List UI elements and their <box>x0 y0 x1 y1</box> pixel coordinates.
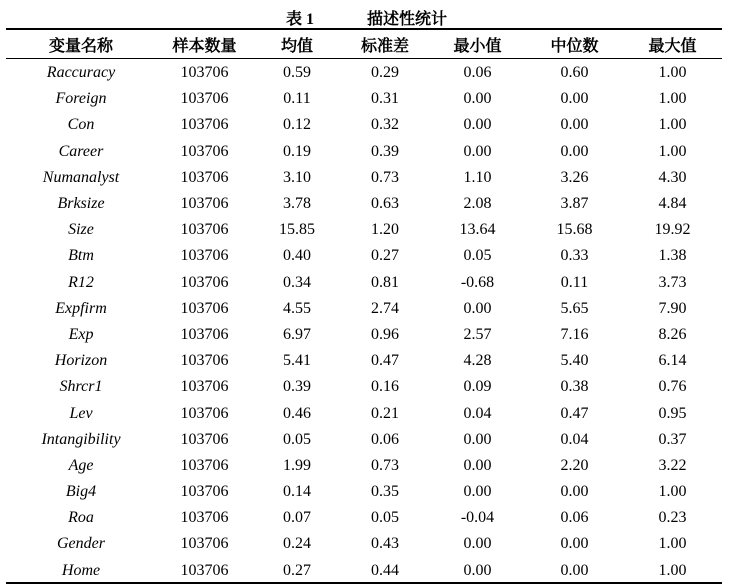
cell-max: 19.92 <box>654 221 691 239</box>
cell-max: 3.22 <box>658 456 687 474</box>
cell-min: 0.04 <box>463 404 492 422</box>
cell-std-dev: 0.05 <box>371 509 399 527</box>
cell-variable: Brksize <box>57 195 105 213</box>
cell-max: 6.14 <box>658 352 687 370</box>
cell-median: 0.04 <box>560 430 589 448</box>
cell-min: 0.00 <box>463 142 492 160</box>
cell-mean: 3.78 <box>283 195 311 213</box>
cell-min: 0.06 <box>463 64 492 82</box>
cell-std-dev: 0.44 <box>371 561 399 579</box>
cell-min: 0.00 <box>463 456 492 474</box>
cell-variable: Lev <box>69 404 93 422</box>
table-row <box>6 112 722 138</box>
cell-median: 0.06 <box>560 509 589 527</box>
table-row <box>6 531 722 557</box>
cell-sample-size: 103706 <box>180 325 229 343</box>
table-title: 描述性统计 <box>367 11 448 28</box>
cell-min: 0.00 <box>463 535 492 553</box>
table-row <box>6 296 722 322</box>
cell-median: 3.87 <box>560 195 589 213</box>
cell-variable: Numanalyst <box>42 168 120 186</box>
cell-std-dev: 0.21 <box>371 404 399 422</box>
cell-variable: Horizon <box>54 352 108 370</box>
cell-sample-size: 103706 <box>180 116 229 134</box>
table-row <box>6 505 722 531</box>
cell-std-dev: 0.73 <box>371 168 399 186</box>
table-row <box>6 139 722 165</box>
cell-mean: 1.99 <box>283 456 311 474</box>
cell-mean: 3.10 <box>283 168 311 186</box>
cell-max: 0.95 <box>658 404 687 422</box>
cell-variable: Shrcr1 <box>59 378 103 396</box>
cell-std-dev: 0.31 <box>371 90 399 108</box>
table-body <box>6 60 722 584</box>
header-row <box>6 30 722 58</box>
cell-variable: R12 <box>68 273 94 291</box>
cell-median: 0.33 <box>560 247 589 265</box>
cell-median: 3.26 <box>560 168 589 186</box>
column-header-median: 中位数 <box>550 37 599 55</box>
cell-variable: Big4 <box>65 483 97 501</box>
cell-sample-size: 103706 <box>180 378 229 396</box>
table-row <box>6 427 722 453</box>
cell-variable: Exp <box>68 325 94 343</box>
cell-max: 1.00 <box>658 483 687 501</box>
cell-sample-size: 103706 <box>180 352 229 370</box>
table-row <box>6 217 722 243</box>
cell-min: 4.28 <box>463 352 492 370</box>
table-row <box>6 322 722 348</box>
cell-sample-size: 103706 <box>180 247 229 265</box>
cell-sample-size: 103706 <box>180 561 229 579</box>
cell-median: 0.60 <box>560 64 589 82</box>
cell-sample-size: 103706 <box>180 430 229 448</box>
cell-std-dev: 0.35 <box>371 483 399 501</box>
cell-std-dev: 2.74 <box>371 299 399 317</box>
table-row <box>6 374 722 400</box>
cell-variable: Con <box>67 116 95 134</box>
cell-max: 4.30 <box>658 168 687 186</box>
table-row <box>6 558 722 584</box>
cell-median: 2.20 <box>560 456 589 474</box>
column-header-std-dev: 标准差 <box>360 37 409 55</box>
cell-max: 1.00 <box>658 64 687 82</box>
table-label: 表 1 <box>286 11 315 28</box>
cell-max: 1.00 <box>658 142 687 160</box>
cell-mean: 0.27 <box>283 561 311 579</box>
cell-sample-size: 103706 <box>180 273 229 291</box>
cell-max: 0.37 <box>658 430 687 448</box>
cell-std-dev: 0.16 <box>371 378 399 396</box>
cell-min: 0.00 <box>463 483 492 501</box>
cell-variable: Foreign <box>55 90 107 108</box>
cell-median: 5.65 <box>560 299 589 317</box>
cell-median: 15.68 <box>556 221 593 239</box>
cell-max: 7.90 <box>658 299 687 317</box>
cell-sample-size: 103706 <box>180 404 229 422</box>
cell-std-dev: 0.32 <box>371 116 399 134</box>
table-row <box>6 453 722 479</box>
cell-min: 0.00 <box>463 90 492 108</box>
cell-std-dev: 0.39 <box>371 142 399 160</box>
cell-variable: Roa <box>68 509 94 527</box>
cell-std-dev: 1.20 <box>371 221 399 239</box>
cell-variable: Age <box>68 456 94 474</box>
cell-mean: 15.85 <box>279 221 315 239</box>
cell-mean: 0.46 <box>283 404 311 422</box>
cell-min: -0.68 <box>460 273 495 291</box>
cell-sample-size: 103706 <box>180 221 229 239</box>
cell-median: 0.11 <box>560 273 589 291</box>
cell-variable: Size <box>68 221 94 239</box>
column-header-variable: 变量名称 <box>48 37 113 55</box>
cell-mean: 0.59 <box>283 64 311 82</box>
cell-sample-size: 103706 <box>180 64 229 82</box>
table-row <box>6 479 722 505</box>
cell-variable: Intangibility <box>41 430 121 448</box>
cell-min: 0.09 <box>463 378 492 396</box>
cell-std-dev: 0.63 <box>371 195 399 213</box>
cell-mean: 0.11 <box>283 90 311 108</box>
cell-min: 0.00 <box>463 430 492 448</box>
cell-std-dev: 0.81 <box>371 273 399 291</box>
cell-median: 0.47 <box>560 404 589 422</box>
cell-min: 0.00 <box>463 116 492 134</box>
cell-min: 0.05 <box>463 247 492 265</box>
cell-median: 0.00 <box>560 483 589 501</box>
cell-max: 1.38 <box>658 247 687 265</box>
cell-sample-size: 103706 <box>180 168 229 186</box>
cell-median: 5.40 <box>560 352 589 370</box>
table-row <box>6 243 722 269</box>
cell-mean: 0.05 <box>283 430 311 448</box>
cell-mean: 0.39 <box>283 378 311 396</box>
cell-sample-size: 103706 <box>180 509 229 527</box>
cell-mean: 4.55 <box>283 299 311 317</box>
cell-median: 0.00 <box>560 535 589 553</box>
cell-max: 8.26 <box>658 325 687 343</box>
column-header-max: 最大值 <box>648 37 697 55</box>
cell-median: 0.38 <box>560 378 589 396</box>
cell-max: 1.00 <box>658 116 687 134</box>
cell-max: 1.00 <box>658 535 687 553</box>
cell-mean: 0.34 <box>283 273 311 291</box>
cell-max: 1.00 <box>658 561 687 579</box>
cell-mean: 0.12 <box>283 116 311 134</box>
cell-sample-size: 103706 <box>180 142 229 160</box>
table-row <box>6 270 722 296</box>
table-row <box>6 60 722 86</box>
cell-median: 0.00 <box>560 90 589 108</box>
cell-min: 1.10 <box>463 168 492 186</box>
descriptive-statistics-table <box>6 30 722 584</box>
cell-std-dev: 0.47 <box>371 352 399 370</box>
cell-max: 1.00 <box>658 90 687 108</box>
cell-median: 0.00 <box>560 116 589 134</box>
cell-mean: 0.24 <box>283 535 311 553</box>
cell-max: 4.84 <box>658 195 687 213</box>
cell-sample-size: 103706 <box>180 535 229 553</box>
cell-mean: 0.40 <box>283 247 311 265</box>
cell-min: 13.64 <box>459 221 496 239</box>
cell-mean: 0.19 <box>283 142 311 160</box>
table-caption <box>0 6 730 28</box>
table-row <box>6 191 722 217</box>
cell-mean: 5.41 <box>283 352 311 370</box>
cell-sample-size: 103706 <box>180 195 229 213</box>
cell-median: 0.00 <box>560 142 589 160</box>
cell-sample-size: 103706 <box>180 483 229 501</box>
cell-variable: Expfirm <box>55 299 107 317</box>
cell-std-dev: 0.06 <box>371 430 399 448</box>
cell-mean: 0.14 <box>283 483 311 501</box>
cell-std-dev: 0.29 <box>371 64 399 82</box>
cell-min: 2.08 <box>463 195 492 213</box>
table-row <box>6 348 722 374</box>
cell-median: 7.16 <box>560 325 589 343</box>
cell-variable: Raccuracy <box>46 64 116 82</box>
cell-std-dev: 0.27 <box>371 247 399 265</box>
cell-sample-size: 103706 <box>180 299 229 317</box>
cell-min: -0.04 <box>460 509 495 527</box>
cell-mean: 0.07 <box>283 509 311 527</box>
cell-variable: Career <box>58 142 104 160</box>
cell-variable: Gender <box>57 535 105 553</box>
cell-min: 0.00 <box>463 561 492 579</box>
cell-max: 0.23 <box>658 509 687 527</box>
cell-mean: 6.97 <box>283 325 311 343</box>
table-row <box>6 86 722 112</box>
cell-sample-size: 103706 <box>180 456 229 474</box>
column-header-min: 最小值 <box>453 37 502 55</box>
table-row <box>6 165 722 191</box>
table-row <box>6 400 722 426</box>
cell-std-dev: 0.73 <box>371 456 399 474</box>
cell-min: 2.57 <box>463 325 492 343</box>
cell-median: 0.00 <box>560 561 589 579</box>
cell-max: 0.76 <box>658 378 687 396</box>
cell-variable: Home <box>61 561 101 579</box>
column-header-mean: 均值 <box>280 37 313 55</box>
column-header-sample-size: 样本数量 <box>172 37 237 55</box>
cell-std-dev: 0.96 <box>371 325 399 343</box>
cell-std-dev: 0.43 <box>371 535 399 553</box>
cell-max: 3.73 <box>658 273 687 291</box>
cell-min: 0.00 <box>463 299 492 317</box>
cell-sample-size: 103706 <box>180 90 229 108</box>
cell-variable: Btm <box>68 247 94 265</box>
